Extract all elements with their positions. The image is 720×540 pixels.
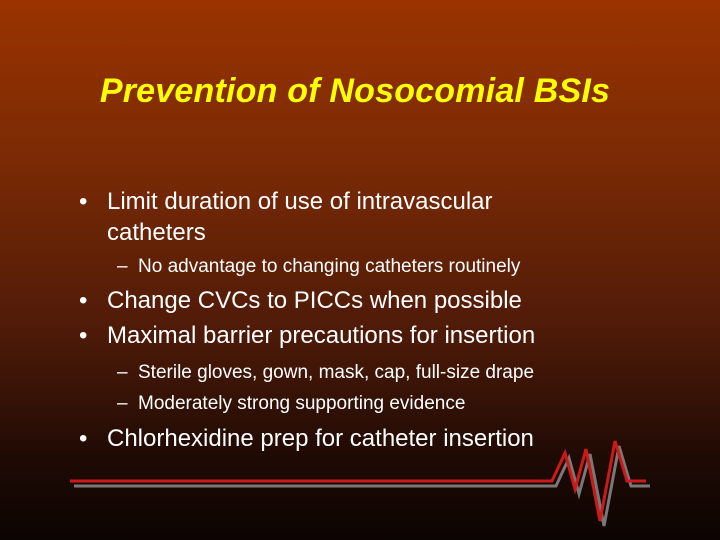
bullet-text: Change CVCs to PICCs when possible	[107, 287, 522, 314]
sub-bullet-mark: –	[117, 256, 128, 277]
bullet-text-continuation: catheters	[107, 219, 206, 246]
bullet-text: Maximal barrier precautions for insertion	[107, 322, 536, 349]
bullet-mark: •	[79, 188, 88, 215]
sub-bullet-mark: –	[117, 362, 128, 383]
bullet-mark: •	[79, 287, 88, 314]
bullet-mark: •	[79, 425, 88, 452]
sub-bullet-text: Moderately strong supporting evidence	[138, 393, 466, 414]
sub-bullet-text: Sterile gloves, gown, mask, cap, full-size drape	[138, 362, 535, 383]
slide-title: Prevention of Nosocomial BSIs	[99, 72, 611, 110]
bullet-text: Chlorhexidine prep for catheter insertion	[107, 425, 534, 452]
bullet-text: Limit duration of use of intravascular	[107, 188, 493, 215]
sub-bullet-text: No advantage to changing catheters routinely	[138, 256, 521, 277]
sub-bullet-mark: –	[117, 393, 128, 414]
bullet-mark: •	[79, 322, 88, 349]
